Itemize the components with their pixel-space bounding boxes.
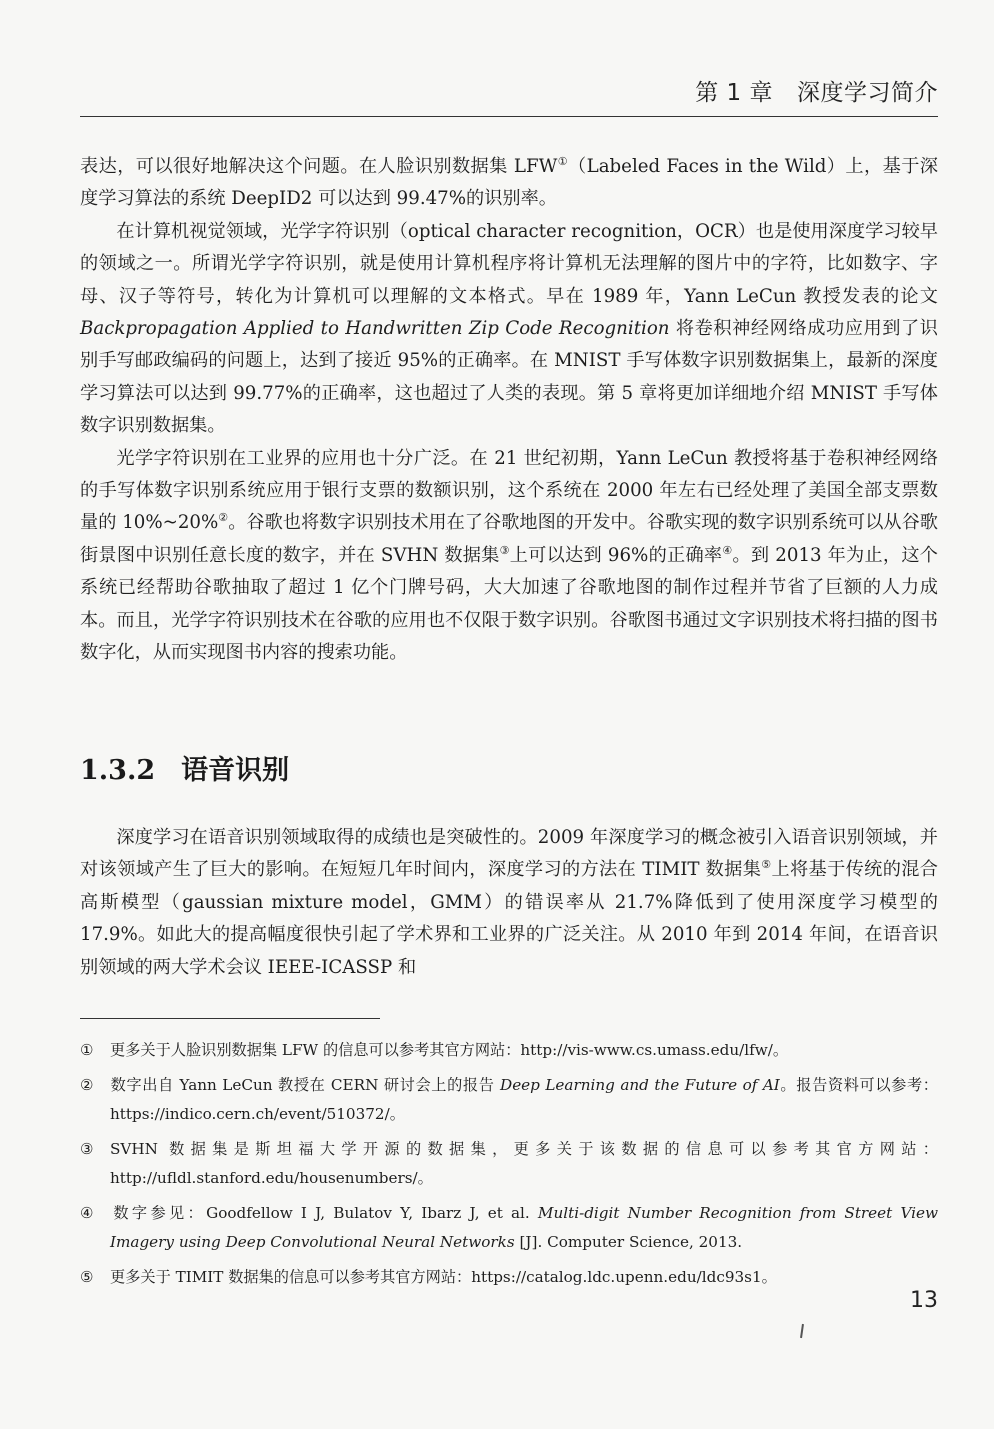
text-run: 光学字符识别在工业界的应用也十分广泛。在 21 世纪初期，Yann LeCun 教授将基于卷积神经网络的手写体数字识别系统应用于银行支票的数额识别，这个系统在 2000 年左右已经处理了美国全部支票数量的 10%~20% [80, 447, 938, 534]
footnote-mark: ③ [80, 1140, 94, 1158]
body-text-top [80, 151, 938, 670]
text-run: 表达，可以很好地解决这个问题。在人脸识别数据集 LFW [80, 156, 558, 177]
footnote-rule [80, 1018, 380, 1019]
text-run: 将卷积神经网络成功应用到了识别手写邮政编码的问题上，达到了接近 95%的正确率。在 MNIST 手写体数字识别数据集上，最新的深度学习算法可以达到 99.77%的正确率，这也超过了人类的表现。第 5 章将更加详细地介绍 MNIST 手写体数字识别数据集。 [80, 318, 938, 437]
text-run: 。到 2013 年为止，这个系统已经帮助谷歌抽取了超过 1 亿个门牌号码，大大加速了谷歌地图的制作过程并节省了巨额的人力成本。而且，光学字符识别技术在谷歌的应用也不仅限于数字识别。谷歌图书通过文字识别技术将扫描的图书数字化，从而实现图书内容的搜索功能。 [80, 544, 938, 664]
footnote-text: 更多关于 TIMIT 数据集的信息可以参考其官方网站：https://catalog.ldc.upenn.edu/ldc93s1。 [110, 1268, 777, 1286]
text-run: 在计算机视觉领域，光学字符识别（optical character recognition，OCR）也是使用深度学习较早的领域之一。所谓光学字符识别，就是使用计算机程序将计算机无法理解的图片中的字符，比如数字、字母、汉子等符号，转化为计算机可以理解的文本格式。早在 1989 年，Yann LeCun 教授发表的论文 [80, 220, 938, 307]
text-run: 上将基于传统的混合高斯模型（gaussian mixture model，GMM）的错误率从 21.7%降低到了使用深度学习模型的 17.9%。如此大的提高幅度很快引起了学术界和工业界的广泛关注。从 2010 年到 2014 年间，在语音识别领域的两大学术会议 IEEE-ICASSP 和 [80, 859, 938, 978]
section-title: 语音识别 [181, 755, 290, 786]
footnote-ref-1: ① [557, 154, 569, 168]
chapter-number: 第 1 章 [695, 80, 773, 106]
paragraph-lfw [80, 151, 938, 216]
text-run: 。谷歌也将数字识别技术用在了谷歌地图的开发中。谷歌实现的数字识别系统可以从谷歌街景图中识别任意长度的数字，并在 SVHN 数据集 [80, 512, 938, 566]
footnote-text: [J]. Computer Science, 2013. [514, 1233, 743, 1251]
text-run: 上可以达到 96%的正确率 [509, 544, 723, 566]
footnote-mark: ② [80, 1076, 94, 1094]
page-number: 13 [910, 1288, 938, 1313]
section-heading [80, 748, 289, 787]
footnote-mark: ④ [80, 1204, 94, 1222]
body-text-speech [80, 822, 938, 984]
footnote-ref-2: ② [218, 511, 229, 525]
footnote-text: 数字参见：Goodfellow I J, Bulatov Y, Ibarz J, et al. [110, 1204, 538, 1222]
footnote-5 [80, 1263, 938, 1292]
paper-title: Backpropagation Applied to Handwritten Zip Code Recognition [80, 318, 670, 340]
paragraph-speech [80, 822, 938, 984]
footnote-ref-5: ⑤ [761, 858, 772, 872]
scan-mark [800, 1324, 804, 1338]
header-rule [80, 116, 938, 117]
footnote-3 [80, 1135, 938, 1193]
section-number: 1.3.2 [80, 755, 156, 786]
paragraph-ocr [80, 216, 938, 443]
footnote-1 [80, 1036, 938, 1065]
footnote-ref-3: ③ [499, 543, 510, 557]
paragraph-ocr-industry [80, 443, 938, 670]
footnote-2 [80, 1071, 938, 1129]
footnotes [80, 1036, 938, 1298]
footnote-text: 。报告资料可以参考：https://indico.cern.ch/event/510372/。 [110, 1076, 938, 1123]
text-run: （Labeled Faces in the Wild）上，基于深度学习算法的系统 DeepID2 可以达到 99.47%的识别率。 [80, 156, 938, 210]
footnote-text: SVHN 数据集是斯坦福大学开源的数据集，更多关于该数据的信息可以参考其官方网站：http://ufldl.stanford.edu/housenumbers/。 [110, 1140, 938, 1187]
footnote-4 [80, 1199, 938, 1257]
footnote-ref-4: ④ [722, 543, 733, 557]
footnote-text: 更多关于人脸识别数据集 LFW 的信息可以参考其官方网站：http://vis-www.cs.umass.edu/lfw/。 [110, 1041, 789, 1059]
footnote-italic: Deep Learning and the Future of AI [500, 1076, 780, 1094]
footnote-text: 数字出自 Yann LeCun 教授在 CERN 研讨会上的报告 [110, 1076, 501, 1094]
footnote-italic: Multi-digit Number Recognition from Street View Imagery using Deep Convolutional Neural Networks [110, 1204, 938, 1251]
footnote-mark: ⑤ [80, 1268, 94, 1286]
text-run: 深度学习在语音识别领域取得的成绩也是突破性的。2009 年深度学习的概念被引入语音识别领域，并对该领域产生了巨大的影响。在短短几年时间内，深度学习的方法在 TIMIT 数据集 [80, 827, 938, 881]
chapter-title: 深度学习简介 [797, 80, 938, 106]
running-header [695, 74, 938, 107]
footnote-mark: ① [80, 1041, 94, 1059]
